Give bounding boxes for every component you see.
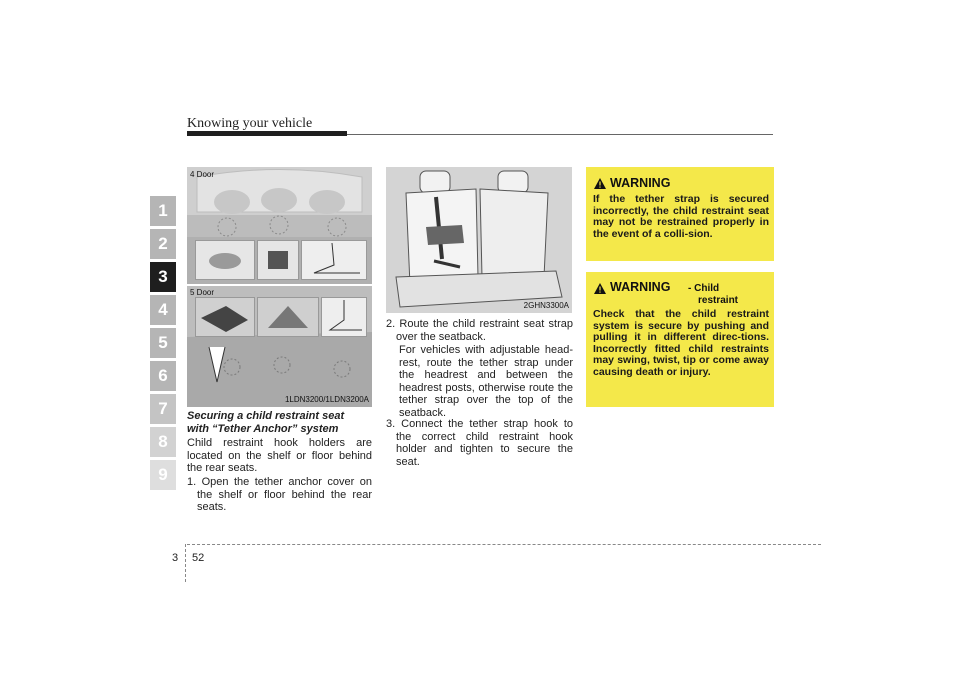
label-5-door: 5 Door [190, 288, 215, 297]
running-header: Knowing your vehicle [187, 116, 313, 131]
tether-anchor-figure [187, 167, 372, 407]
step-2: 2. Route the child restraint seat strap over the seatback. [386, 318, 573, 343]
step-3: 3. Connect the tether strap hook to the correct child restraint hook holder and tighten to secure the seat. [386, 418, 573, 468]
warning-subtitle-1: - Child [688, 283, 720, 294]
footer-rule [187, 544, 821, 545]
warning-triangle-icon [594, 283, 606, 294]
figure-code: 1LDN3200/1LDN3200A [284, 395, 369, 404]
chapter-tab-8[interactable]: 8 [150, 427, 176, 457]
seat-figure-code: 2GHN3300A [523, 301, 569, 310]
section-heading [187, 410, 377, 436]
warning-box-child-restraint [586, 272, 774, 407]
label-4-door: 4 Door [190, 170, 215, 179]
seat-figure [386, 167, 572, 313]
chapter-tab-3[interactable]: 3 [150, 262, 176, 292]
chapter-tab-1[interactable]: 1 [150, 196, 176, 226]
warning-title: WARNING [610, 176, 671, 190]
step-1: 1. Open the tether anchor cover on the shelf or floor behind the rear seats. [187, 476, 372, 513]
inset-anchor-cover [195, 240, 255, 280]
chapter-tab-2[interactable]: 2 [150, 229, 176, 259]
warning-text: If the tether strap is secured incorrectly, the child restraint seat may not be restrained properly in the event of a colli-sion. [593, 193, 769, 240]
heading-line-1: Securing a child restraint seat [187, 410, 345, 422]
intro-paragraph: Child restraint hook holders are located on the shelf or floor behind the rear seats. [187, 437, 372, 474]
header-rule [347, 134, 773, 135]
warning-triangle-icon [594, 178, 606, 189]
warning-text: Check that the child restraint system is secure by pushing and pulling it in different direc-tions. Incorrectly fitted child restraints may swing, twist, tip or come away causing death or injury. [593, 308, 769, 378]
step-2-note: For vehicles with adjustable head-rest, route the tether strap under the headrest and between the headrest posts, otherwise route the tether strap over the top of the seatback. [399, 344, 573, 419]
footer-chapter: 3 [172, 552, 179, 564]
inset-anchor-hook [257, 240, 299, 280]
seat-illustration [386, 167, 572, 313]
footer-page-number: 52 [192, 552, 205, 564]
chapter-tab-9[interactable]: 9 [150, 460, 176, 490]
chapter-tab-7[interactable]: 7 [150, 394, 176, 424]
tether-anchor-illustration [187, 167, 372, 407]
warning-box-tether [586, 167, 774, 261]
warning-title: WARNING [610, 280, 671, 294]
inset-open-cover [195, 297, 255, 337]
heading-line-2: with “Tether Anchor” system [187, 423, 339, 435]
chapter-tab-5[interactable]: 5 [150, 328, 176, 358]
chapter-tab-4[interactable]: 4 [150, 295, 176, 325]
warning-subtitle-2: restraint [698, 295, 739, 306]
footer-divider [185, 544, 186, 582]
inset-tether-strap [301, 240, 367, 280]
inset-floor-strap [321, 297, 367, 337]
chapter-tab-6[interactable]: 6 [150, 361, 176, 391]
inset-floor-anchor [257, 297, 319, 337]
header-bar [187, 131, 347, 136]
